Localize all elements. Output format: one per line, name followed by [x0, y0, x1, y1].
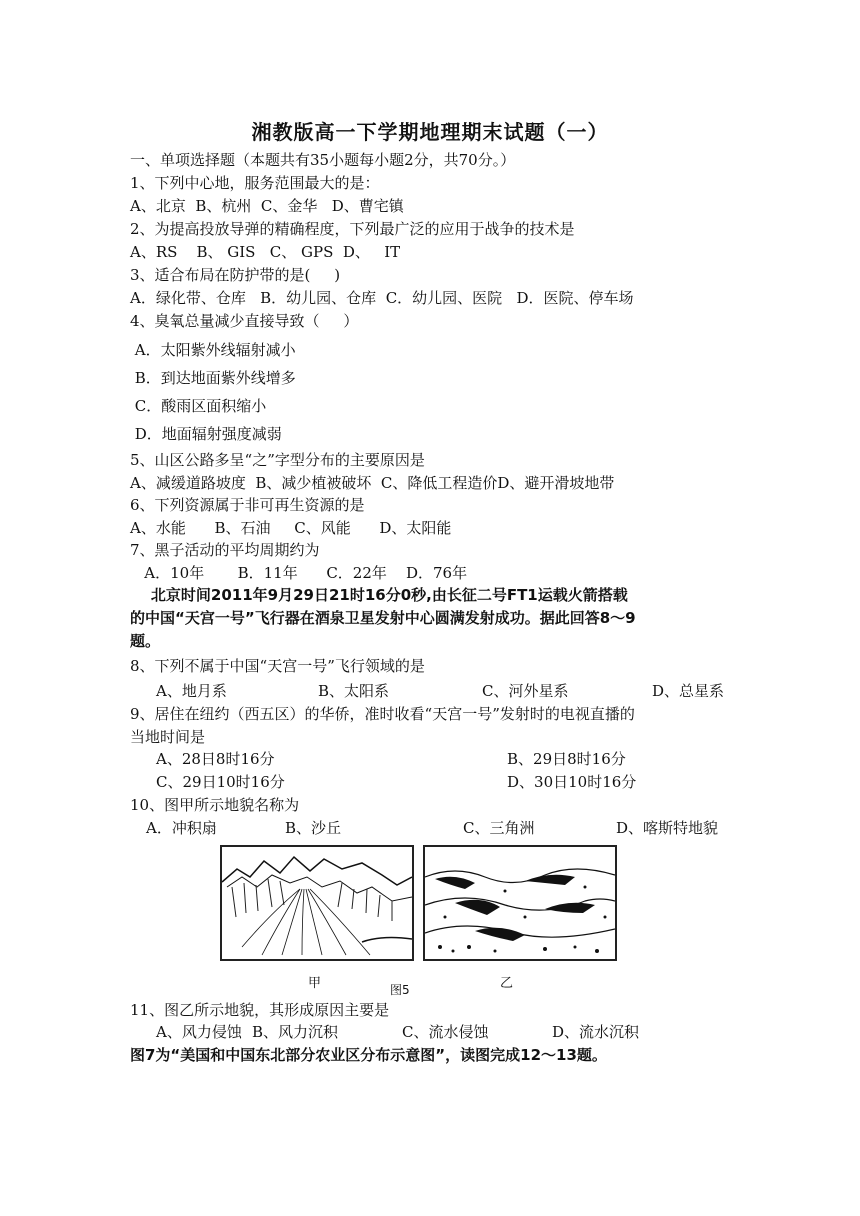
question-8-option-c: C、河外星系 — [482, 682, 569, 700]
passage-line: 的中国“天宫一号”飞行器在酒泉卫星发射中心圆满发射成功。据此回答8～9 — [130, 609, 636, 627]
question-12-intro: 图7为“美国和中国东北部分农业区分布示意图”，读图完成12～13题。 — [130, 1046, 607, 1064]
question-11-option-a: A、风力侵蚀 — [156, 1023, 242, 1041]
page-title: 湘教版高一下学期地理期末试题（一） — [251, 120, 609, 144]
question-4-option-c: C．酸雨区面积缩小 — [130, 397, 267, 415]
figure-sand-dunes — [423, 845, 617, 961]
question-10-option-c: C、三角洲 — [463, 819, 535, 837]
question-7: 7、黑子活动的平均周期约为 — [130, 541, 320, 559]
question-9-option-b: B、29日8时16分 — [507, 750, 626, 768]
figure-caption: 图5 — [390, 983, 410, 997]
sand-dunes-sketch-icon — [425, 847, 615, 959]
question-5: 5、山区公路多呈“之”字型分布的主要原因是 — [130, 451, 425, 469]
question-11-option-b: B、风力沉积 — [252, 1023, 339, 1041]
question-7-options: A．10年 B．11年 C．22年 D．76年 — [130, 564, 468, 582]
question-8-option-d: D、总星系 — [652, 682, 725, 700]
question-10-option-b: B、沙丘 — [285, 819, 342, 837]
question-2: 2、为提高投放导弹的精确程度，下列最广泛的应用于战争的技术是 — [130, 220, 575, 238]
question-3: 3、适合布局在防护带的是( ) — [130, 266, 341, 284]
question-11-option-c: C、流水侵蚀 — [402, 1023, 489, 1041]
passage-line: 北京时间2011年9月29日21时16分0秒,由长征二号FT1运载火箭搭载 — [130, 586, 628, 604]
question-4-option-d: D．地面辐射强度减弱 — [130, 425, 282, 443]
question-4: 4、臭氧总量减少直接导致（ ） — [130, 312, 359, 330]
question-8-option-b: B、太阳系 — [318, 682, 390, 700]
question-11: 11、图乙所示地貌，其形成原因主要是 — [130, 1001, 390, 1019]
question-2-options: A、RS B、 GIS C、 GPS D、 IT — [130, 243, 401, 261]
question-3-options: A．绿化带、仓库 B．幼儿园、仓库 C．幼儿园、医院 D．医院、停车场 — [130, 289, 634, 307]
question-9-cont: 当地时间是 — [130, 728, 206, 746]
question-9: 9、居住在纽约（西五区）的华侨，准时收看“天宫一号”发射时的电视直播的 — [130, 705, 635, 723]
question-6-options: A、水能 B、石油 C、风能 D、太阳能 — [130, 519, 452, 537]
question-11-option-d: D、流水沉积 — [552, 1023, 640, 1041]
question-9-option-a: A、28日8时16分 — [156, 750, 275, 768]
question-9-option-c: C、29日10时16分 — [156, 773, 285, 791]
figure-label-right: 乙 — [500, 976, 514, 991]
question-5-options: A、减缓道路坡度 B、减少植被破坏 C、降低工程造价D、避开滑坡地带 — [130, 474, 615, 492]
question-4-option-a: A．太阳紫外线辐射减小 — [130, 341, 296, 359]
figure-alluvial-fan — [220, 845, 414, 961]
question-10-option-d: D、喀斯特地貌 — [616, 819, 719, 837]
question-10-option-a: A．冲积扇 — [146, 819, 217, 837]
figure-label-left: 甲 — [308, 976, 322, 991]
question-9-option-d: D、30日10时16分 — [507, 773, 637, 791]
question-6: 6、下列资源属于非可再生资源的是 — [130, 496, 365, 514]
passage-line: 题。 — [130, 632, 161, 650]
question-8: 8、下列不属于中国“天宫一号”飞行领域的是 — [130, 657, 425, 675]
section-heading: 一、单项选择题（本题共有35小题每小题2分，共70分。） — [130, 151, 516, 169]
question-8-option-a: A、地月系 — [156, 682, 227, 700]
question-1-options: A、北京 B、杭州 C、金华 D、曹宅镇 — [130, 197, 404, 215]
alluvial-fan-sketch-icon — [222, 847, 412, 959]
question-1: 1、下列中心地，服务范围最大的是： — [130, 174, 380, 192]
question-10: 10、图甲所示地貌名称为 — [130, 796, 300, 814]
question-4-option-b: B．到达地面紫外线增多 — [130, 369, 296, 387]
